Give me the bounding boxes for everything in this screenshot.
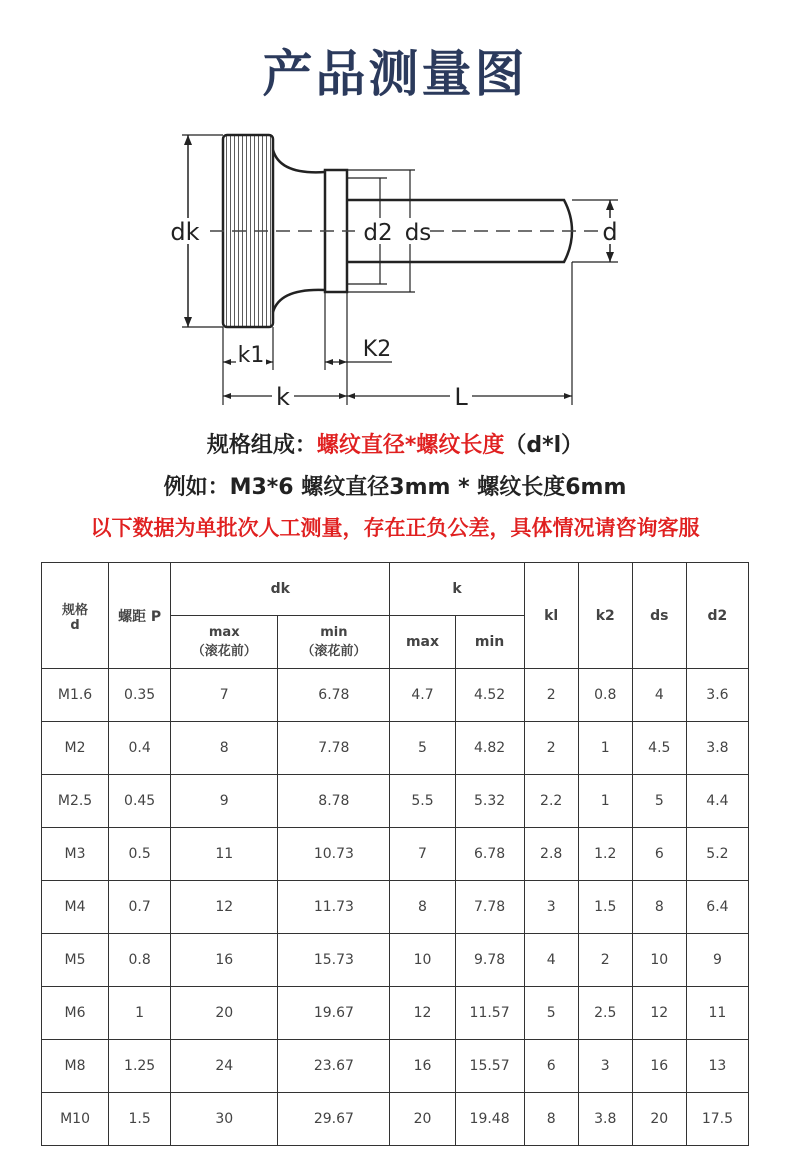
page-title: 产品测量图 (262, 45, 528, 103)
table-row (42, 722, 749, 775)
table-cell: 20 (171, 987, 278, 1040)
table-cell: 11.73 (278, 881, 390, 934)
header-dk-min: min （滚花前） (278, 616, 390, 669)
table-cell: 29.67 (278, 1093, 390, 1146)
table-cell: 6 (524, 1040, 578, 1093)
table-cell: 13 (686, 1040, 748, 1093)
k1-label: k1 (237, 343, 265, 368)
table-cell: 0.7 (109, 881, 171, 934)
table-cell: M10 (42, 1093, 109, 1146)
header-dk: dk (171, 563, 390, 616)
table-cell: 19.48 (455, 1093, 524, 1146)
table-cell: 11 (686, 987, 748, 1040)
table-cell: 3.6 (686, 669, 748, 722)
header-row-1 (42, 563, 749, 616)
k-label: k (276, 383, 290, 411)
table-cell: 7 (171, 669, 278, 722)
table-cell: 5.2 (686, 828, 748, 881)
header-pitch: 螺距 P (109, 563, 171, 669)
table-cell: 1.5 (578, 881, 632, 934)
table-cell: 12 (390, 987, 455, 1040)
table-cell: 6.78 (278, 669, 390, 722)
d-label: d (602, 218, 618, 246)
table-cell: 4 (524, 934, 578, 987)
table-cell: 0.35 (109, 669, 171, 722)
table-cell: 10 (390, 934, 455, 987)
table-cell: 0.8 (109, 934, 171, 987)
table-cell: M2.5 (42, 775, 109, 828)
measurement-note: 以下数据为单批次人工测量，存在正负公差，具体情况请咨询客服 (90, 516, 700, 540)
table-cell: 8 (390, 881, 455, 934)
spec-prefix: 规格组成： (206, 433, 317, 458)
table-cell: 20 (390, 1093, 455, 1146)
d2-label: d2 (363, 220, 393, 246)
header-dk-max: max （滚花前） (171, 616, 278, 669)
table-cell: M1.6 (42, 669, 109, 722)
table-cell: 23.67 (278, 1040, 390, 1093)
table-cell: 4.4 (686, 775, 748, 828)
table-cell: 6.4 (686, 881, 748, 934)
table-row (42, 934, 749, 987)
dk-label: dk (170, 218, 200, 246)
table-row (42, 775, 749, 828)
table-cell: 10.73 (278, 828, 390, 881)
example-line: 例如：M3*6 螺纹直径3mm * 螺纹长度6mm (163, 475, 627, 500)
table-cell: 16 (390, 1040, 455, 1093)
table-cell: 5.5 (390, 775, 455, 828)
table-cell: 1.2 (578, 828, 632, 881)
ds-label: ds (404, 220, 432, 246)
table-cell: 5.32 (455, 775, 524, 828)
table-row (42, 1093, 749, 1146)
table-cell: 3 (524, 881, 578, 934)
table-body (42, 669, 749, 1146)
spec-highlight: 螺纹直径*螺纹长度 (316, 433, 505, 458)
table-row (42, 881, 749, 934)
table-cell: 9 (686, 934, 748, 987)
table-cell: 4.5 (632, 722, 686, 775)
table-cell: 6.78 (455, 828, 524, 881)
table-cell: M4 (42, 881, 109, 934)
table-cell: 11 (171, 828, 278, 881)
table-cell: 4 (632, 669, 686, 722)
table-cell: 2 (524, 669, 578, 722)
table-cell: 19.67 (278, 987, 390, 1040)
screw-measurement-diagram (150, 120, 630, 420)
K2-label: K2 (362, 337, 392, 362)
table-cell: 20 (632, 1093, 686, 1146)
table-cell: 8 (524, 1093, 578, 1146)
table-cell: 17.5 (686, 1093, 748, 1146)
table-cell: 1 (578, 722, 632, 775)
table-cell: 4.52 (455, 669, 524, 722)
table-cell: 5 (632, 775, 686, 828)
header-d2: d2 (686, 563, 748, 669)
table-cell: M3 (42, 828, 109, 881)
table-cell: 1 (578, 775, 632, 828)
table-cell: 11.57 (455, 987, 524, 1040)
table-cell: 7.78 (278, 722, 390, 775)
table-cell: 15.57 (455, 1040, 524, 1093)
table-cell: 7 (390, 828, 455, 881)
table-cell: 1.5 (109, 1093, 171, 1146)
table-cell: 7.78 (455, 881, 524, 934)
table-cell: 5 (524, 987, 578, 1040)
table-cell: 30 (171, 1093, 278, 1146)
table-cell: 3.8 (686, 722, 748, 775)
table-cell: 16 (632, 1040, 686, 1093)
table-cell: 15.73 (278, 934, 390, 987)
table-cell: 2.2 (524, 775, 578, 828)
header-spec: 规格 d (42, 563, 109, 669)
table-cell: 5 (390, 722, 455, 775)
table-cell: 8 (632, 881, 686, 934)
table-row (42, 828, 749, 881)
header-kl: kl (524, 563, 578, 669)
table-cell: 1 (109, 987, 171, 1040)
table-cell: 3 (578, 1040, 632, 1093)
table-cell: 9.78 (455, 934, 524, 987)
table-cell: 8.78 (278, 775, 390, 828)
table-cell: M5 (42, 934, 109, 987)
table-cell: 0.45 (109, 775, 171, 828)
table-cell: 2 (524, 722, 578, 775)
header-k: k (390, 563, 524, 616)
table-cell: 1.25 (109, 1040, 171, 1093)
header-k-min: min (455, 616, 524, 669)
table-cell: 4.82 (455, 722, 524, 775)
table-cell: 2 (578, 934, 632, 987)
table-cell: 10 (632, 934, 686, 987)
table-cell: 12 (171, 881, 278, 934)
table-cell: 12 (632, 987, 686, 1040)
table-cell: M6 (42, 987, 109, 1040)
spec-format-line (0, 428, 790, 459)
table-cell: 8 (171, 722, 278, 775)
table-cell: 16 (171, 934, 278, 987)
spec-table (41, 562, 749, 1146)
header-k2: k2 (578, 563, 632, 669)
spec-suffix: （d*l） (504, 433, 584, 458)
header-k-max: max (390, 616, 455, 669)
header-ds: ds (632, 563, 686, 669)
table-cell: 2.5 (578, 987, 632, 1040)
table-cell: 24 (171, 1040, 278, 1093)
table-cell: 0.4 (109, 722, 171, 775)
table-row (42, 1040, 749, 1093)
table-cell: M2 (42, 722, 109, 775)
table-cell: 0.8 (578, 669, 632, 722)
table-row (42, 987, 749, 1040)
table-cell: 2.8 (524, 828, 578, 881)
table-cell: 6 (632, 828, 686, 881)
table-cell: 9 (171, 775, 278, 828)
table-cell: 0.5 (109, 828, 171, 881)
table-cell: 3.8 (578, 1093, 632, 1146)
table-row (42, 669, 749, 722)
table-cell: M8 (42, 1040, 109, 1093)
table-cell: 4.7 (390, 669, 455, 722)
L-label: L (454, 383, 468, 411)
